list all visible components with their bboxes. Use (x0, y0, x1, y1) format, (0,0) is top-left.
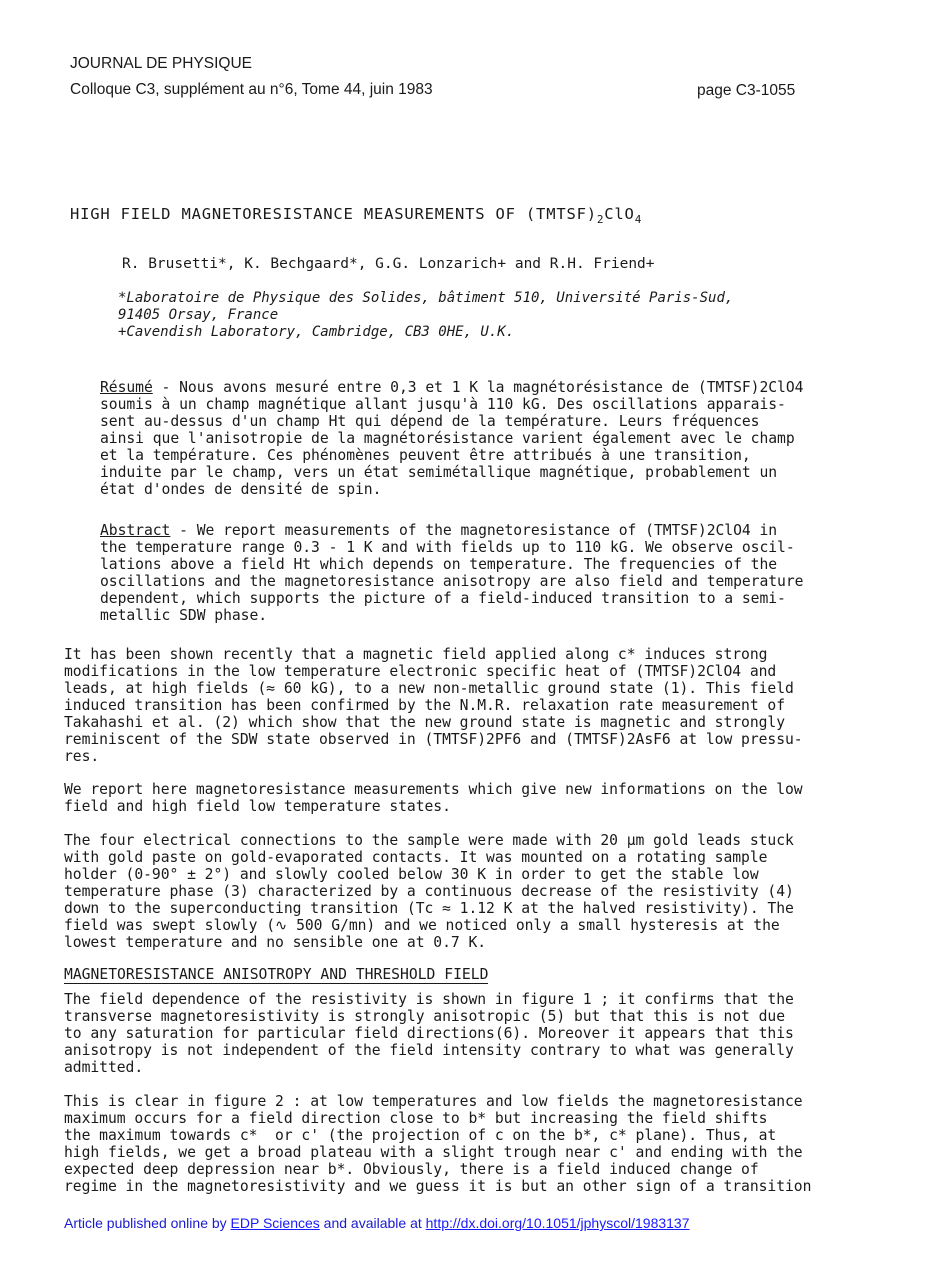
body-paragraph-report: We report here magnetoresistance measurements which give new informations on the low field and high field low temperature states. (64, 781, 803, 815)
title-sub-2: 4 (634, 213, 643, 227)
resume-line: sent au-dessus d'un champ Ht qui dépend de la température. Leurs fréquences (100, 413, 760, 430)
abstract-label: Abstract (100, 522, 171, 539)
title-mid: ClO (604, 205, 635, 223)
journal-name: JOURNAL DE PHYSIQUE (70, 55, 253, 72)
paper-title (70, 205, 642, 226)
abstract-line: oscillations and the magnetoresistance anisotropy are also field and temperature (100, 573, 804, 590)
resume-line: et la température. Ces phénomènes peuvent être attribués à une transition, (100, 447, 751, 464)
body-paragraph-figure2: This is clear in figure 2 : at low temperatures and low fields the magnetoresistance maximum occurs for a field direction close to b* but increasing the field shifts the maximum towards c* or c' (the projection of c on the b*, c* plane). Thus, at high fields, we get a broad plateau with a slight trough near c' and ending with the expected deep depression near b*. Obviously, there is a field induced change of regime in the magnetoresistivity and we guess it is but an other sign of a transition (64, 1093, 812, 1195)
resume-line: soumis à un champ magnétique allant jusqu'à 110 kG. Des oscillations apparais- (100, 396, 786, 413)
abstract-line: lations above a field Ht which depends on temperature. The frequencies of the (100, 556, 778, 573)
section-heading: MAGNETORESISTANCE ANISOTROPY AND THRESHOLD FIELD (64, 966, 489, 983)
affiliation-line: 91405 Orsay, France (118, 307, 279, 323)
title-sub-1: 2 (596, 213, 605, 227)
title-main: HIGH FIELD MAGNETORESISTANCE MEASUREMENTS OF (TMTSF) (70, 205, 597, 223)
author-list: R. Brusetti*, K. Bechgaard*, G.G. Lonzarich+ and R.H. Friend+ (122, 256, 655, 272)
body-paragraph-methods: The four electrical connections to the sample were made with 20 µm gold leads stuck with gold paste on gold-evaporated contacts. It was mounted on a rotating sample holder (0-90° ± 2°) and slowly cooled below 30 K in order to get the stable low temperature phase (3) characterized by a continuous decrease of the resistivity (4) down to the superconducting transition (Tc ≈ 1.12 K at the halved resistivity). The field was swept slowly (∿ 500 G/mn) and we noticed only a small hysteresis at the lowest temperature and no sensible one at 0.7 K. (64, 832, 794, 951)
footer-prefix: Article published online by (64, 1215, 231, 1231)
resume-line: état d'ondes de densité de spin. (100, 481, 382, 498)
resume-line: ainsi que l'anisotropie de la magnétorésistance varient également avec le champ (100, 430, 795, 447)
resume-label: Résumé (100, 379, 153, 396)
doi-link[interactable]: http://dx.doi.org/10.1051/jphyscol/1983137 (425, 1215, 690, 1231)
affiliation-line: +Cavendish Laboratory, Cambridge, CB3 0HE, U.K. (118, 324, 515, 340)
affiliations (118, 290, 733, 341)
publisher-link[interactable]: EDP Sciences (230, 1215, 320, 1231)
page-number: page C3-1055 (697, 82, 796, 99)
resume-block (100, 379, 803, 498)
body-paragraph-anisotropy: The field dependence of the resistivity is shown in figure 1 ; it confirms that the transverse magnetoresistivity is strongly anisotropic (5) but that this is not due to any saturation for particular field directions(6). Moreover it appears that this anisotropy is not independent of the field intensity contrary to what was generally admitted. (64, 991, 794, 1076)
body-paragraph-intro: It has been shown recently that a magnetic field applied along c* induces strong modifications in the low temperature electronic specific heat of (TMTSF)2ClO4 and leads, at high fields (≈ 60 kG), to a new non-metallic ground state (1). This field induced transition has been confirmed by the N.M.R. relaxation rate measurement of Takahashi et al. (2) which show that the new ground state is magnetic and strongly reminiscent of the SDW state observed in (TMTSF)2PF6 and (TMTSF)2AsF6 at low pressu- res. (64, 646, 803, 765)
colloque-info: Colloque C3, supplément au n°6, Tome 44, juin 1983 (70, 81, 433, 98)
resume-line: - Nous avons mesuré entre 0,3 et 1 K la magnétorésistance de (TMTSF)2ClO4 (152, 379, 804, 396)
footer-middle: and available at (319, 1215, 426, 1231)
affiliation-line: *Laboratoire de Physique des Solides, bâtiment 510, Université Paris-Sud, (118, 290, 734, 306)
abstract-line: dependent, which supports the picture of a field-induced transition to a semi- (100, 590, 786, 607)
abstract-block (100, 522, 803, 624)
resume-line: induite par le champ, vers un état semimétallique magnétique, probablement un (100, 464, 778, 481)
footer-publication-note (64, 1215, 690, 1231)
abstract-line: metallic SDW phase. (100, 607, 268, 624)
abstract-line: the temperature range 0.3 - 1 K and with fields up to 110 kG. We observe oscil- (100, 539, 795, 556)
abstract-line: - We report measurements of the magnetoresistance of (TMTSF)2ClO4 in (170, 522, 778, 539)
